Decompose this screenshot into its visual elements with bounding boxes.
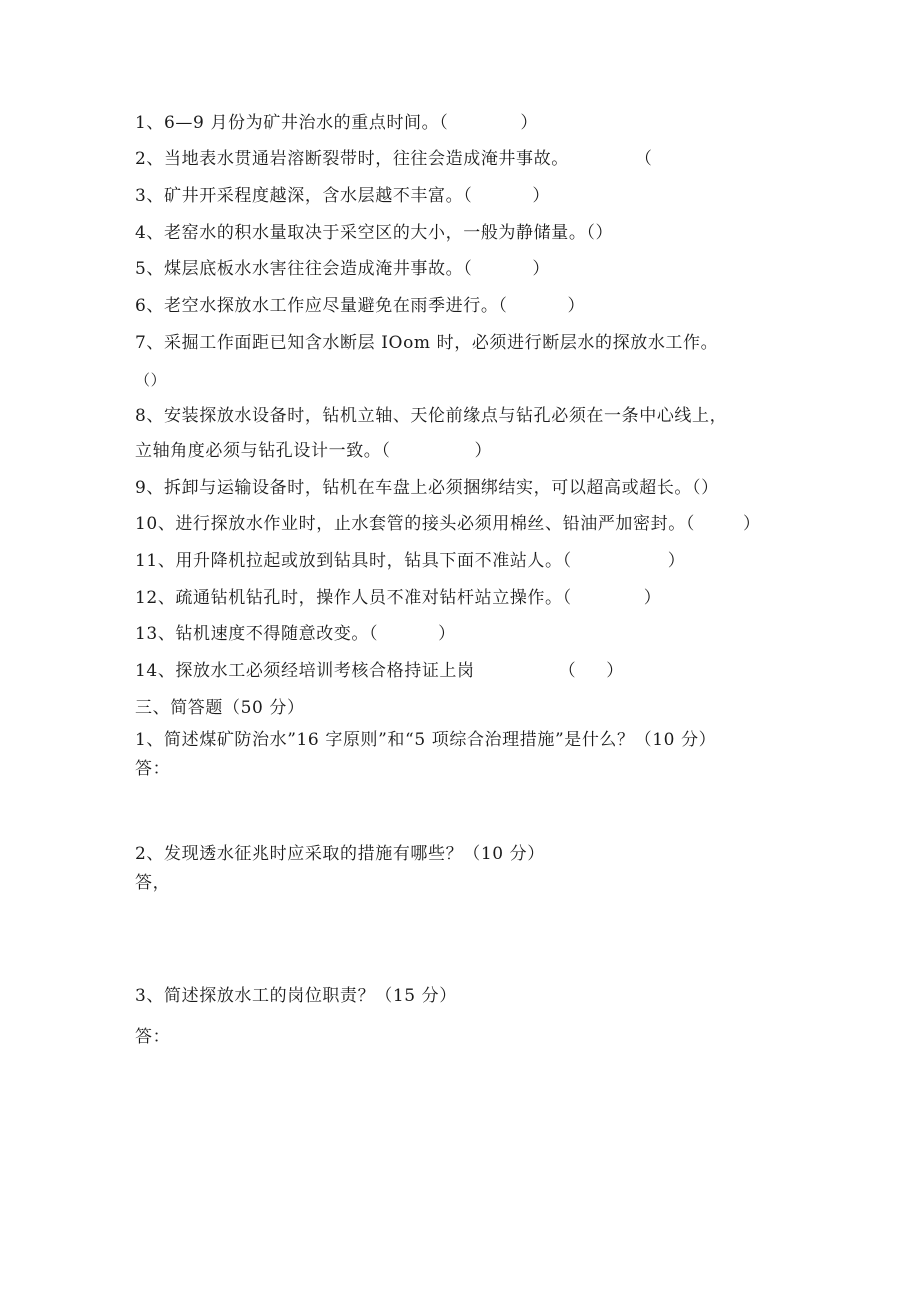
judgement-question-8-line-1: 8、安装探放水设备时，钻机立轴、天伦前缘点与钻孔必须在一条中心线上，	[135, 406, 728, 426]
judgement-question-14: 14、探放水工必须经培训考核合格持证上岗 （ ）	[135, 661, 624, 681]
judgement-question-8-line-2: 立轴角度必须与钻孔设计一致。（ ）	[135, 441, 493, 461]
short-answer-question-1: 1、简述煤矿防治水”16 字原则”和“5 项综合治理措施”是什么？（10 分）	[135, 730, 717, 750]
judgement-question-7-line-2: （）	[135, 371, 167, 389]
judgement-question-1: 1、6—9 月份为矿井治水的重点时间。（ ）	[135, 113, 538, 133]
judgement-question-7-line-1: 7、采掘工作面距已知含水断层 IOom 时，必须进行断层水的探放水工作。	[135, 333, 719, 353]
section-title: 三、简答题（50 分）	[135, 698, 305, 718]
judgement-question-5: 5、煤层底板水水害往往会造成淹井事故。（ ）	[135, 259, 550, 279]
judgement-question-12: 12、疏通钻机钻孔时，操作人员不准对钻杆站立操作。（ ）	[135, 588, 662, 608]
short-answer-question-3: 3、简述探放水工的岗位职责？（15 分）	[135, 986, 457, 1006]
judgement-question-10: 10、进行探放水作业时，止水套管的接头必须用棉丝、铅油严加密封。（ ）	[135, 514, 761, 534]
judgement-question-3: 3、矿井开采程度越深，含水层越不丰富。（ ）	[135, 186, 550, 206]
short-answer-answer-2-label: 答，	[135, 873, 171, 893]
short-answer-answer-3-label: 答：	[135, 1027, 171, 1047]
judgement-question-11: 11、用升降机拉起或放到钻具时，钻具下面不准站人。（ ）	[135, 551, 686, 571]
judgement-question-2: 2、当地表水贯通岩溶断裂带时，往往会造成淹井事故。 （	[135, 149, 653, 169]
judgement-question-6: 6、老空水探放水工作应尽量避免在雨季进行。（ ）	[135, 296, 586, 316]
judgement-question-13: 13、钻机速度不得随意改变。（ ）	[135, 624, 456, 644]
short-answer-question-2: 2、发现透水征兆时应采取的措施有哪些？（10 分）	[135, 844, 545, 864]
judgement-question-4: 4、老窑水的积水量取决于采空区的大小，一般为静储量。（）	[135, 223, 614, 243]
judgement-question-9: 9、拆卸与运输设备时，钻机在车盘上必须捆绑结实，可以超高或超长。（）	[135, 478, 719, 498]
short-answer-answer-1-label: 答：	[135, 759, 171, 779]
